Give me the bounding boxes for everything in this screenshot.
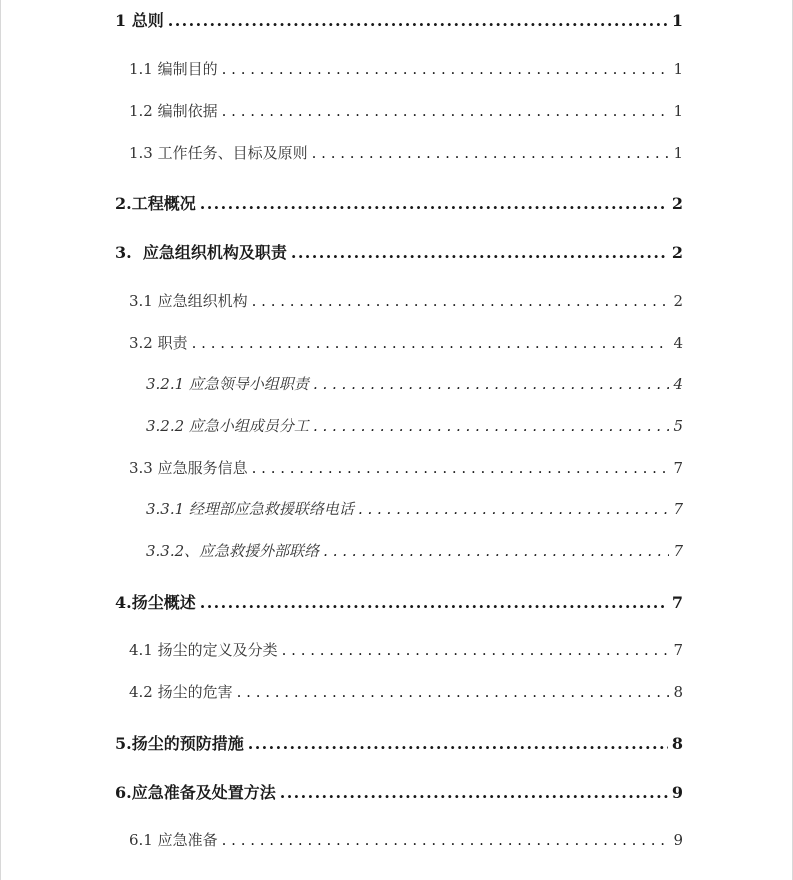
toc-title: 3.3 应急服务信息 [129, 459, 248, 477]
toc-entry[interactable] [146, 498, 683, 519]
toc-entry[interactable] [115, 780, 683, 803]
toc-title: 5.扬尘的预防措施 [115, 734, 244, 753]
toc-leader [192, 334, 670, 352]
toc-page: 1 [673, 144, 683, 162]
toc-title: 1.2 编制依据 [129, 102, 218, 120]
toc-title: 3.1 应急组织机构 [129, 292, 248, 310]
toc-page: 2 [671, 194, 683, 213]
toc-leader [358, 500, 670, 518]
toc-page: 8 [673, 683, 683, 701]
toc-page: 4 [673, 334, 683, 352]
toc-entry[interactable] [146, 373, 683, 394]
toc-page: 8 [671, 734, 683, 753]
toc-title: 4.扬尘概述 [115, 593, 196, 612]
toc-leader [313, 375, 670, 393]
toc-title: 3.2 职责 [129, 334, 188, 352]
toc-title: 6.应急准备及处置方法 [115, 783, 276, 802]
toc-entry[interactable] [129, 100, 683, 121]
toc-page: 7 [673, 641, 683, 659]
toc-leader [222, 102, 670, 120]
toc-page: 7 [673, 459, 683, 477]
toc-entry[interactable] [129, 142, 683, 163]
toc-entry[interactable] [129, 332, 683, 353]
toc-leader [200, 194, 668, 213]
toc-title: 1.1 编制目的 [129, 60, 218, 78]
toc-leader [280, 783, 668, 802]
toc-title: 3.2.2 应急小组成员分工 [146, 417, 309, 435]
toc-entry[interactable] [146, 415, 683, 436]
toc-title: 4.1 扬尘的定义及分类 [129, 641, 278, 659]
toc-leader [222, 831, 670, 849]
toc-leader [222, 60, 670, 78]
toc-page: 7 [671, 593, 683, 612]
toc-entry[interactable] [115, 731, 683, 754]
toc-title: 3.3.1 经理部应急救援联络电话 [146, 500, 354, 518]
toc-leader [252, 292, 670, 310]
toc-leader [237, 683, 670, 701]
toc-leader [312, 144, 670, 162]
toc-leader [200, 593, 668, 612]
toc-page: 7 [673, 542, 683, 560]
toc-entry[interactable] [129, 681, 683, 702]
toc-page: 9 [671, 783, 683, 802]
toc-title: 1.3 工作任务、目标及原则 [129, 144, 308, 162]
toc-title: 2.工程概况 [115, 194, 196, 213]
toc-leader [248, 734, 668, 753]
toc-title: 3.3.2、应急救援外部联络 [146, 542, 320, 560]
toc-title: 6.1 应急准备 [129, 831, 218, 849]
toc-entry[interactable] [129, 457, 683, 478]
toc-page: 7 [673, 500, 683, 518]
toc-page: 1 [673, 60, 683, 78]
toc-entry[interactable] [115, 191, 683, 214]
toc-entry[interactable] [129, 639, 683, 660]
toc-leader [252, 459, 670, 477]
toc-entry[interactable] [115, 240, 683, 263]
toc-entry[interactable] [115, 8, 683, 31]
toc-leader [168, 11, 668, 30]
toc-leader [282, 641, 670, 659]
toc-page: 4 [673, 375, 683, 393]
toc-entry[interactable] [129, 829, 683, 850]
toc-entry[interactable] [129, 58, 683, 79]
toc-entry[interactable] [146, 540, 683, 561]
toc-title: 1 总则 [115, 11, 164, 30]
toc-page: 2 [673, 292, 683, 310]
toc-title: 3. 应急组织机构及职责 [115, 243, 287, 262]
toc-title: 4.2 扬尘的危害 [129, 683, 233, 701]
toc-page: 9 [673, 831, 683, 849]
toc-page: 1 [673, 102, 683, 120]
toc-page: 1 [671, 11, 683, 30]
toc-leader [323, 542, 669, 560]
toc-page: 5 [673, 417, 683, 435]
toc-leader [291, 243, 668, 262]
toc-title: 3.2.1 应急领导小组职责 [146, 375, 309, 393]
toc-leader [313, 417, 670, 435]
toc-entry[interactable] [129, 290, 683, 311]
toc-entry[interactable] [115, 590, 683, 613]
toc-page: 2 [671, 243, 683, 262]
